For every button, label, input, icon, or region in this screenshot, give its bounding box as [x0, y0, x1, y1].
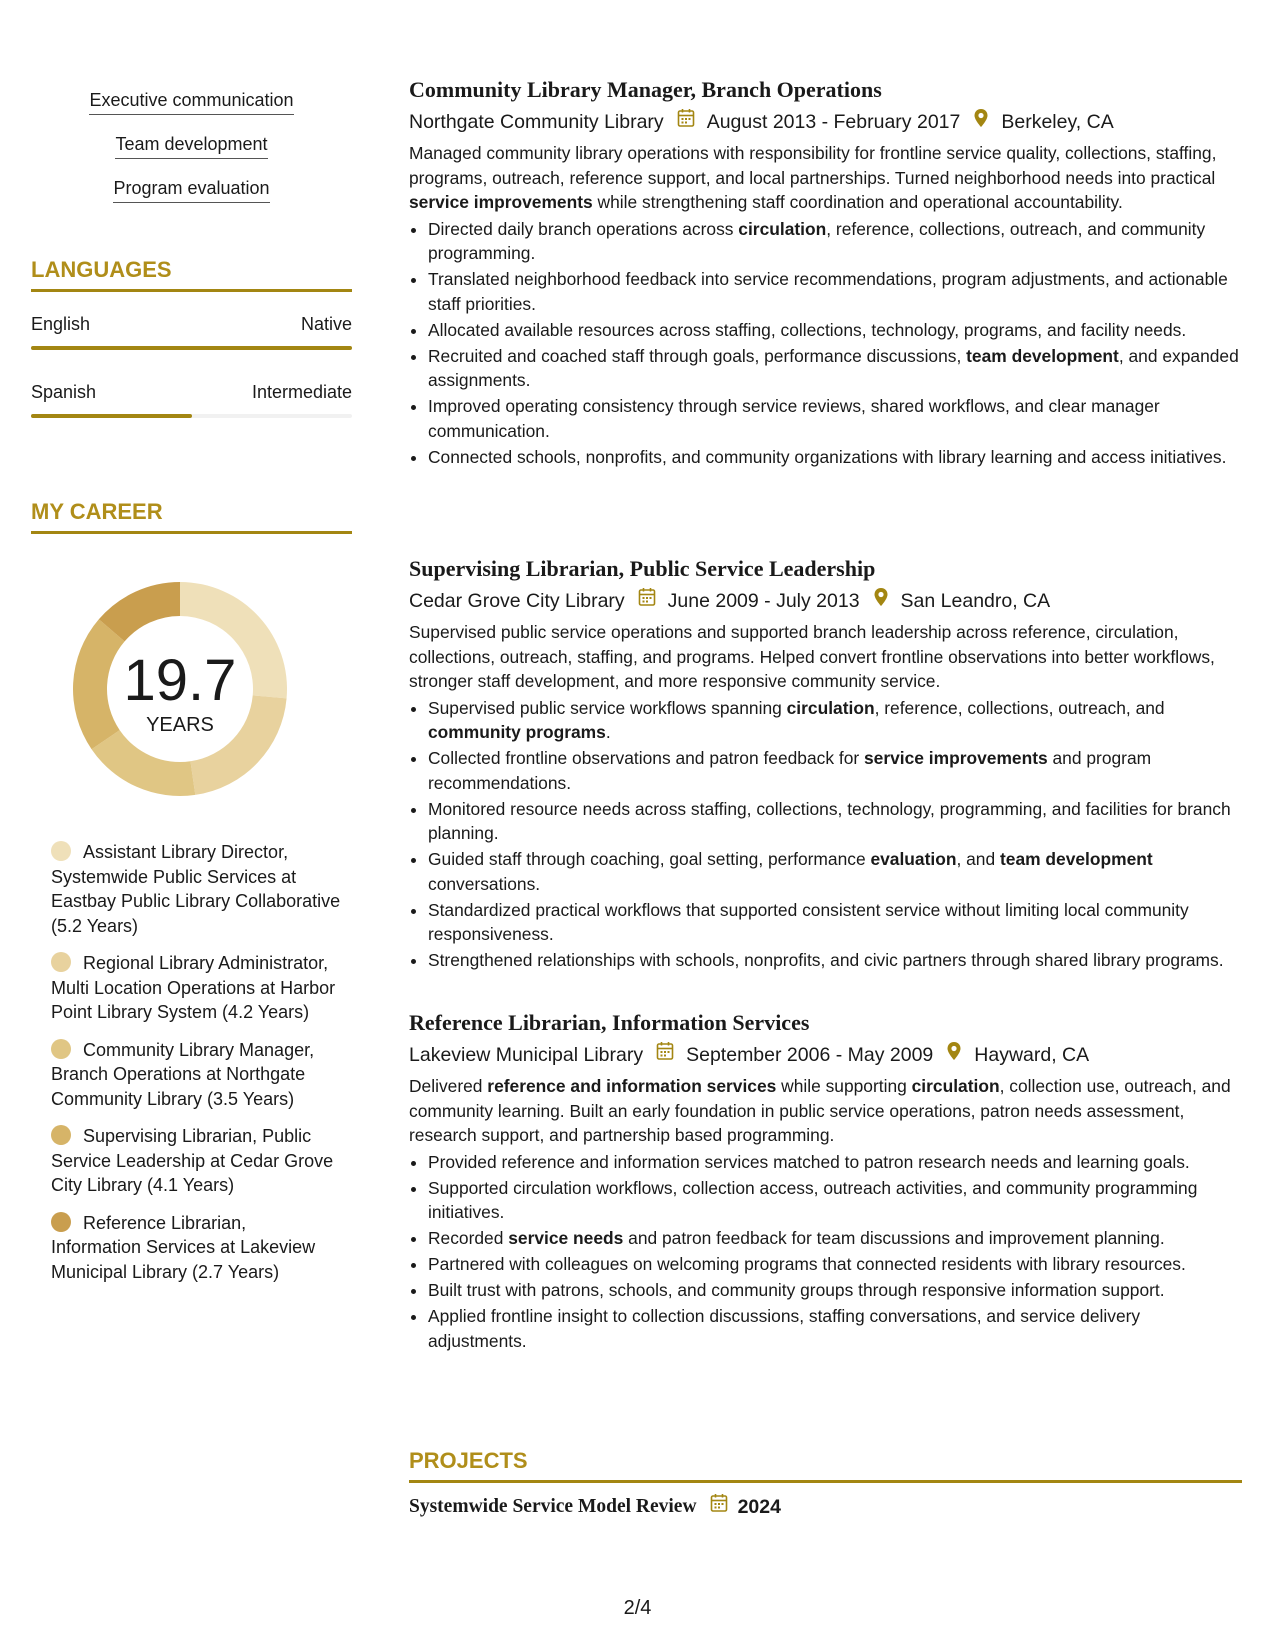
job-bullet: • Collected frontline observations and patron feedback for service improvements and program recommendations. [428, 746, 1242, 795]
job-bullet: • Translated neighborhood feedback into service recommendations, program adjustments, and actionable staff priorities. [428, 267, 1242, 316]
career-legend [51, 840, 341, 1297]
career-heading: MY CAREER [31, 498, 352, 534]
job-bullet: • Provided reference and information services matched to patron research needs and learning goals. [428, 1150, 1242, 1175]
job-organization: Cedar Grove City Library [409, 589, 625, 612]
language-level: Native [300, 314, 352, 334]
job-organization: Northgate Community Library [409, 110, 664, 133]
job-bullet: • Built trust with patrons, schools, and community groups through responsive information support. [428, 1278, 1242, 1303]
job-meta [409, 1041, 1242, 1068]
career-legend-item: Reference Librarian, Information Services at Lakeview Municipal Library (2.7 Years) [51, 1212, 316, 1282]
legend-dot [51, 841, 71, 861]
job-bullet: • Allocated available resources across staffing, collections, technology, programs, and facility needs. [428, 318, 1242, 343]
job-bullet: • Supervised public service workflows spanning circulation, reference, collections, outreach, and community programs. [428, 696, 1242, 745]
job-location: Berkeley, CA [1001, 110, 1114, 133]
career-legend-item: Assistant Library Director, Systemwide Public Services at Eastbay Public Library Collaborative (5.2 Years) [51, 842, 341, 936]
languages-section [31, 256, 352, 418]
job-description: Delivered reference and information services while supporting circulation, collection use, outreach, and community learning. Built an early foundation in public service operations, patron needs assessment, research support, and partnership based programming. [409, 1076, 1231, 1145]
language-entry [31, 380, 352, 418]
job-entry [409, 1009, 1242, 1355]
career-total-years: 19.7 [123, 648, 237, 713]
job-bullet: • Directed daily branch operations across circulation, reference, collections, outreach, and community programming. [428, 217, 1242, 266]
job-bullet: • Recruited and coached staff through goals, performance discussions, team development, and expanded assignments. [428, 344, 1242, 393]
calendar-icon [677, 108, 695, 135]
projects-section [409, 1447, 1242, 1520]
career-legend-item: Community Library Manager, Branch Operations at Northgate Community Library (3.5 Years) [51, 1039, 315, 1109]
job-bullet: • Monitored resource needs across staffing, collections, technology, programming, and facilities for branch planning. [428, 797, 1242, 846]
projects-heading: PROJECTS [409, 1447, 1242, 1483]
job-dates: September 2006 - May 2009 [686, 1043, 934, 1066]
job-bullets [409, 217, 1242, 470]
language-bar-fill [31, 414, 192, 418]
career-legend-item: Regional Library Administrator, Multi Location Operations at Harbor Point Library System (4.2 Years) [51, 953, 336, 1022]
career-legend-item: Supervising Librarian, Public Service Leadership at Cedar Grove City Library (4.1 Years) [51, 1126, 334, 1195]
languages-heading: LANGUAGES [31, 256, 352, 292]
job-bullet: • Strengthened relationships with schools, nonprofits, and civic partners through shared library programs. [428, 948, 1242, 973]
calendar-icon [656, 1041, 674, 1068]
legend-dot [51, 1125, 71, 1145]
career-total-unit: YEARS [146, 714, 214, 736]
skill-item: Team development [31, 132, 352, 159]
job-entry [409, 555, 1242, 974]
map-pin-icon [873, 587, 889, 614]
job-entry [409, 76, 1242, 471]
job-bullet: • Connected schools, nonprofits, and community organizations with library learning and access initiatives. [428, 445, 1242, 470]
job-title: Reference Librarian, Information Services [409, 1010, 810, 1035]
language-bar [31, 414, 352, 418]
job-title: Community Library Manager, Branch Operations [409, 77, 882, 102]
language-bar-fill [31, 346, 352, 350]
language-name: English [31, 314, 91, 334]
job-bullet: • Standardized practical workflows that supported consistent service without limiting local community responsiveness. [428, 898, 1242, 947]
language-level: Intermediate [251, 382, 352, 402]
job-bullet: • Supported circulation workflows, collection access, outreach activities, and community programming initiatives. [428, 1176, 1242, 1225]
job-meta [409, 108, 1242, 135]
career-section [31, 498, 352, 534]
legend-dot [51, 952, 71, 972]
job-bullet: • Applied frontline insight to collection discussions, staffing conversations, and service delivery adjustments. [428, 1304, 1242, 1353]
skills-list [31, 88, 352, 220]
language-bar [31, 346, 352, 350]
job-description: Managed community library operations with responsibility for frontline service quality, collections, staffing, programs, outreach, reference support, and local partnerships. Turned neighborhood needs into practical service improvements while strengthening staff coordination and operational accountability. [409, 143, 1217, 212]
job-dates: June 2009 - July 2013 [667, 589, 860, 612]
job-meta [409, 587, 1242, 614]
job-bullets [409, 1150, 1242, 1354]
project-item [409, 1493, 1242, 1520]
legend-dot [51, 1039, 71, 1059]
job-location: Hayward, CA [974, 1043, 1090, 1066]
job-organization: Lakeview Municipal Library [409, 1043, 644, 1066]
job-bullet: • Guided staff through coaching, goal setting, performance evaluation, and team development conversations. [428, 847, 1242, 896]
legend-dot [51, 1212, 71, 1232]
language-name: Spanish [31, 382, 97, 402]
map-pin-icon [946, 1041, 962, 1068]
job-description: Supervised public service operations and supported branch leadership across reference, circulation, collections, outreach, staffing, and programs. Helped convert frontline observations into better workflows, stronger staff development, and more responsive community service. [409, 622, 1215, 691]
calendar-icon [638, 587, 656, 614]
map-pin-icon [973, 108, 989, 135]
language-entry [31, 312, 352, 350]
skill-item: Program evaluation [31, 176, 352, 203]
job-bullets [409, 696, 1242, 973]
calendar-icon [710, 1493, 728, 1520]
donut-slice [92, 730, 196, 796]
project-year: 2024 [737, 1495, 781, 1518]
job-bullet: • Recorded service needs and patron feedback for team discussions and improvement planning. [428, 1226, 1242, 1251]
job-dates: August 2013 - February 2017 [706, 110, 961, 133]
project-name: Systemwide Service Model Review [409, 1495, 697, 1517]
job-location: San Leandro, CA [900, 589, 1051, 612]
skill-item: Executive communication [31, 88, 352, 115]
page-number: 2/4 [623, 1597, 652, 1619]
job-title: Supervising Librarian, Public Service Leadership [409, 556, 876, 581]
job-bullet: • Partnered with colleagues on welcoming programs that connected residents with library resources. [428, 1252, 1242, 1277]
job-bullet: • Improved operating consistency through service reviews, shared workflows, and clear manager communication. [428, 394, 1242, 443]
